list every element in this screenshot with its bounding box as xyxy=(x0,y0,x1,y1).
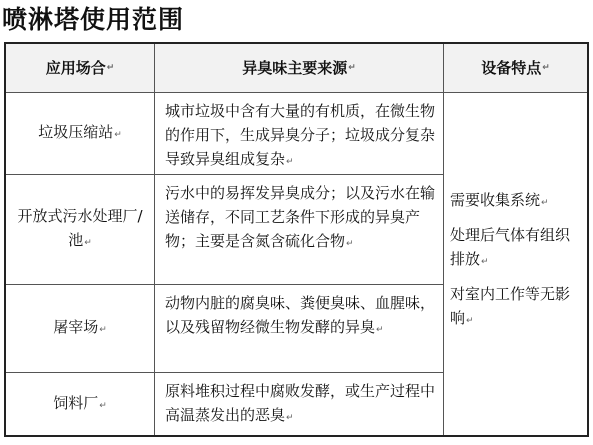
row-place-label: 垃圾压缩站 xyxy=(38,123,114,141)
feature-text: 需要收集系统 xyxy=(450,190,541,209)
usage-table xyxy=(4,42,589,437)
row-source-text: 动物内脏的腐臭味、粪便臭味、血腥味，以及残留物经微生物发酵的异臭 xyxy=(165,294,436,336)
page-title: 喷淋塔使用范围 xyxy=(2,5,185,34)
feature-item xyxy=(450,188,579,215)
row-place xyxy=(6,175,155,285)
row-source-text: 原料堆积过程中腐败发酵，或生产过程中高温蒸发出的恶臭 xyxy=(165,382,436,424)
paragraph-mark-icon: ↵ xyxy=(541,197,549,208)
paragraph-mark-icon: ↵ xyxy=(99,400,107,411)
row-place-label: 开放式污水处理厂/池 xyxy=(17,207,143,249)
paragraph-mark-icon: ↵ xyxy=(348,63,356,73)
paragraph-mark-icon: ↵ xyxy=(84,238,92,248)
row-place-label: 饲料厂 xyxy=(53,393,99,412)
features-cell xyxy=(444,93,587,435)
feature-item xyxy=(450,223,579,274)
feature-text: 处理后气体有组织排放 xyxy=(450,225,571,268)
row-source xyxy=(155,93,444,175)
paragraph-mark-icon: ↵ xyxy=(481,256,489,267)
paragraph-mark-icon: ↵ xyxy=(106,63,115,73)
row-place-label: 屠宰场 xyxy=(53,318,99,336)
header-features xyxy=(444,44,587,93)
row-source xyxy=(155,175,444,285)
paragraph-mark-icon: ↵ xyxy=(99,325,107,335)
row-source-text: 污水中的易挥发异臭成分；以及污水在输送储存，不同工艺条件下形成的异臭产物；主要是含氮含硫化合物 xyxy=(165,184,436,250)
feature-item xyxy=(450,282,579,333)
paragraph-mark-icon: ↵ xyxy=(346,239,354,249)
paragraph-mark-icon: ↵ xyxy=(542,63,550,73)
header-source-label: 异臭味主要来源 xyxy=(242,59,348,77)
header-place xyxy=(6,44,155,93)
row-source xyxy=(155,373,444,435)
paragraph-mark-icon: ↵ xyxy=(114,130,122,140)
feature-text: 对室内工作等无影响 xyxy=(450,284,571,327)
paragraph-mark-icon: ↵ xyxy=(466,315,474,326)
row-place xyxy=(6,373,155,435)
header-source xyxy=(155,44,444,93)
paragraph-mark-icon: ↵ xyxy=(286,413,294,423)
header-place-label: 应用场合 xyxy=(45,59,106,77)
paragraph-mark-icon: ↵ xyxy=(376,325,384,335)
paragraph-mark-icon: ↵ xyxy=(286,157,294,167)
row-source xyxy=(155,285,444,373)
row-place xyxy=(6,285,155,373)
header-features-label: 设备特点 xyxy=(481,59,542,77)
row-place xyxy=(6,93,155,175)
row-source-text: 城市垃圾中含有大量的有机质，在微生物的作用下，生成异臭分子；垃圾成分复杂导致异臭组成复杂 xyxy=(165,102,436,168)
